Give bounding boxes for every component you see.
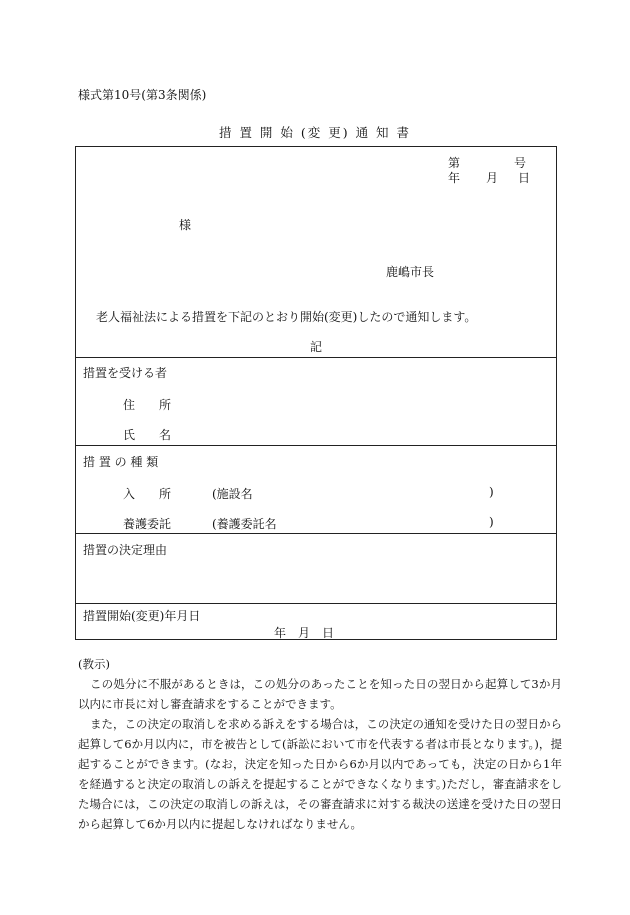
recipient-name-label: 氏 名 bbox=[123, 428, 172, 442]
notice-paragraph-appeal: この処分に不服があるときは，この処分のあったことを知った日の翌日から起算して3か月以内に市長に対し審査請求をすることができます。 bbox=[78, 677, 562, 711]
intro-sentence: 老人福祉法による措置を下記のとおり開始(変更)したので通知します。 bbox=[96, 310, 477, 324]
instruction-notice bbox=[78, 654, 562, 834]
foster-care-label: 養護委託 bbox=[123, 517, 172, 531]
document-number-suffix: 号 bbox=[514, 156, 527, 170]
recipient-section-label: 措置を受ける者 bbox=[83, 366, 168, 380]
record-label: 記 bbox=[309, 340, 322, 354]
row-divider bbox=[76, 357, 556, 358]
notice-paragraph-lawsuit: また，この決定の取消しを求める訴えをする場合は，この決定の通知を受けた日の翌日から起算して6か月以内に，市を被告として(訴訟において市を代表する者は市長となります。)，提起することができます。(なお，決定を知った日から6か月以内であっても，決定の日から1年を経過すると決定の取消しの訴えを提起することができなくなります。)ただし，審査請求をした場合には，この決定の取消しの訴えは，その審査請求に対する裁決の送達を受けた日の翌日から起算して6か月以内に提起しなければなりません。 bbox=[78, 717, 562, 831]
measure-type-section-label: 措 置 の 種 類 bbox=[83, 455, 159, 469]
document-number-label: 第 bbox=[448, 156, 461, 170]
document-title: 措 置 開 始 (変 更) 通 知 書 bbox=[218, 125, 412, 140]
issuer-name: 鹿嶋市長 bbox=[386, 265, 435, 279]
notice-form-table bbox=[75, 146, 557, 640]
facility-name-field: (施設名 bbox=[212, 487, 253, 501]
notice-heading: (教示) bbox=[78, 657, 110, 671]
decision-reason-label: 措置の決定理由 bbox=[83, 543, 168, 557]
facility-name-field-close: ) bbox=[489, 485, 494, 499]
issue-month-label: 月 bbox=[486, 171, 499, 185]
start-date-fields: 年 月 日 bbox=[274, 626, 335, 640]
recipient-address-label: 住 所 bbox=[123, 398, 172, 412]
form-number: 様式第10号(第3条関係) bbox=[78, 88, 207, 102]
addressee-honorific: 様 bbox=[179, 218, 192, 232]
row-divider bbox=[76, 603, 556, 604]
admission-label: 入 所 bbox=[123, 487, 172, 501]
start-date-label: 措置開始(変更)年月日 bbox=[83, 609, 201, 623]
row-divider bbox=[76, 533, 556, 534]
issue-year-label: 年 bbox=[448, 171, 461, 185]
issue-day-label: 日 bbox=[518, 171, 531, 185]
foster-care-name-field: (養護委託名 bbox=[212, 517, 277, 531]
row-divider bbox=[76, 445, 556, 446]
foster-care-name-field-close: ) bbox=[489, 515, 494, 529]
